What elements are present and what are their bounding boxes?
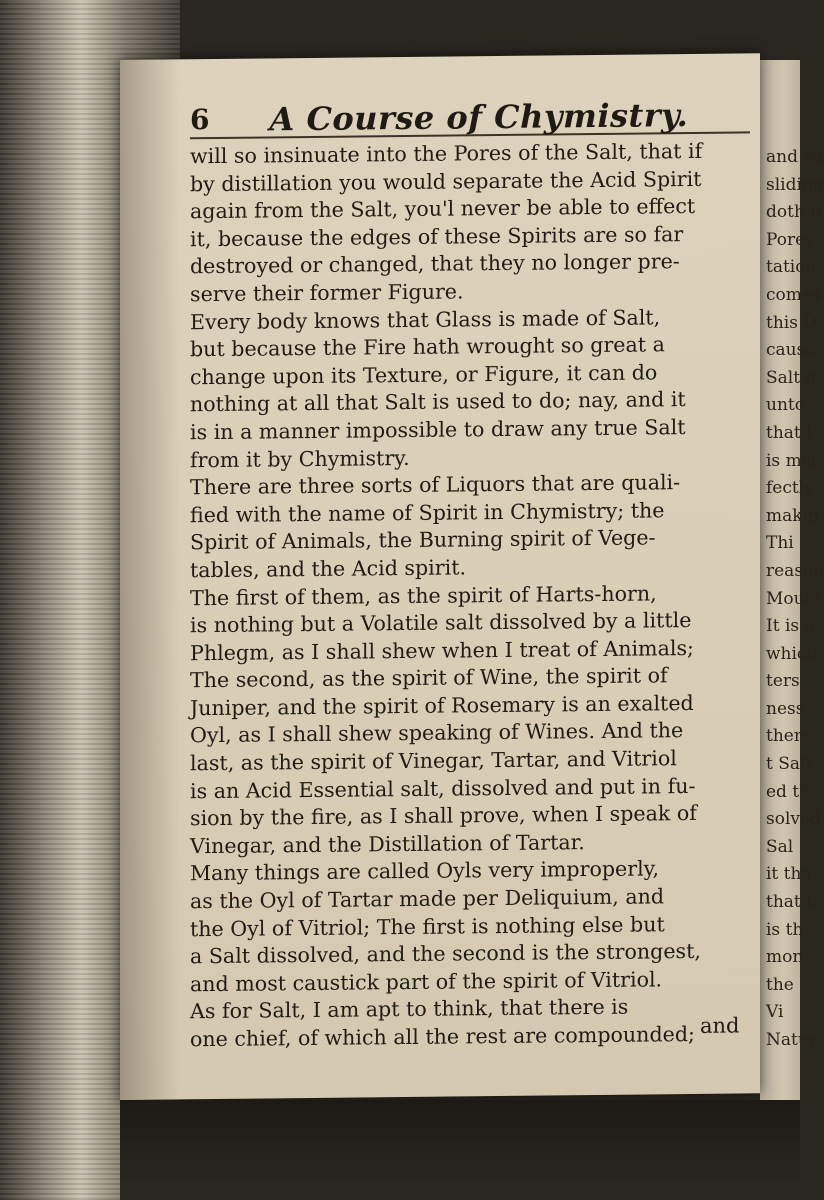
facing-page-fragment: the [766,974,794,995]
facing-page-fragment: fectly [766,478,814,499]
catchword: and [700,1013,740,1038]
facing-page-fragment: ters [766,671,800,692]
text-line: Oyl, as I shall shew speaking of Wines. And the [190,718,684,748]
text-line: Vinegar, and the Distillation of Tartar. [190,829,585,859]
facing-page-edge [760,60,824,1140]
text-line: last, as the spirit of Vinegar, Tartar, and Vitriol [190,746,677,776]
text-line: the Oyl of Vitriol; The first is nothing else but [190,911,665,941]
body-text [190,137,750,1053]
text-line: Every body knows that Glass is made of Salt, [190,304,661,334]
facing-page-fragment: is mac [766,450,822,471]
text-line: There are three sorts of Liquors that are quali- [190,470,681,500]
text-line: but because the Fire hath wrought so great a [190,332,665,362]
text-line: a Salt dissolved, and the second is the strongest, [190,939,701,969]
facing-page-fragment: and so [766,147,823,167]
facing-page-fragment: them. [766,726,816,747]
facing-page-fragment: cause [766,340,816,361]
facing-page-fragment: t Salt [766,754,813,775]
facing-page-fragment: sliding [766,174,824,195]
book-page [120,53,760,1100]
text-line: will so insinuate into the Pores of the Salt, that if [190,138,703,169]
text-line: serve their former Figure. [190,279,464,307]
facing-page-fragment: It is a [766,616,815,637]
facing-page-fragment: Pores [766,229,814,250]
text-line: The first of them, as the spirit of Harts-horn, [190,580,657,610]
text-line: As for Salt, I am apt to think, that there is [190,995,629,1024]
facing-page-fragment: mon [766,947,804,968]
facing-page-fragment: makin [766,505,819,526]
facing-page-fragment: Natur [766,1030,817,1050]
text-line: fied with the name of Spirit in Chymistry; the [190,498,665,527]
facing-page-fragment: it tha [766,864,812,885]
facing-page-fragment: Sal [766,836,794,857]
facing-page-fragment: which [766,643,818,664]
facing-page-fragment: ness [766,698,805,719]
facing-page-fragment: solved [766,809,821,830]
text-line: sion by the fire, as I shall prove, when I speak of [190,801,697,831]
text-line: by distillation you would separate the Acid Spirit [190,166,702,196]
page-number: 6 [190,103,210,137]
text-line: is nothing but a Volatile salt dissolved by a little [190,608,692,638]
facing-page-fragment: that t [766,422,813,443]
facing-page-fragment: Vi [766,1002,784,1023]
text-line: destroyed or changed, that they no longer pre- [190,249,680,279]
facing-page-fragment: doth it [766,202,823,223]
facing-page-fragment: tation [766,257,817,278]
text-line: tables, and the Acid spirit. [190,555,467,583]
text-line: change upon its Texture, or Figure, it can do [190,360,658,390]
text-line: and most caustick part of the spirit of Vitriol. [190,967,663,997]
text-line: from it by Chymistry. [190,445,410,472]
text-line: nothing at all that Salt is used to do; nay, and it [190,387,686,417]
facing-page-fragment: Salt n [766,367,817,388]
text-line: Juniper, and the spirit of Rosemary is an exalted [190,690,694,721]
facing-page-fragment: Thi [766,533,794,554]
text-line: The second, as the spirit of Wine, the spirit of [190,663,668,693]
text-line: it, because the edges of these Spirits are so far [190,221,684,252]
facing-page-fragment: reason [766,560,824,581]
text-line: Phlegm, as I shall shew when I treat of Animals; [190,635,694,665]
facing-page-fragment: Mount [766,588,823,609]
text-line: one chief, of which all the rest are compounded; [190,1021,695,1052]
running-title: A Course of Chymistry. [269,96,689,139]
page-header [190,95,750,139]
facing-page-fragment: that t [766,892,813,913]
text-line: Spirit of Animals, the Burning spirit of Vege- [190,525,656,555]
text-line: as the Oyl of Tartar made per Deliquium, and [190,884,665,914]
text-line: is in a manner impossible to draw any true Salt [190,415,686,445]
facing-page-fragment: unto [766,395,805,416]
bottom-shadow [120,1100,800,1200]
facing-page-fragment: this O [766,312,818,333]
facing-page-fragment: comes [766,284,821,305]
text-line: again from the Salt, you'l never be able to effect [190,194,696,224]
facing-page-text [760,144,824,1055]
facing-page-fragment: ed th [766,781,811,802]
facing-page-fragment: is th [766,919,804,940]
text-line: Many things are called Oyls very improperly, [190,856,660,886]
text-line: is an Acid Essential salt, dissolved and put in fu- [190,773,696,803]
